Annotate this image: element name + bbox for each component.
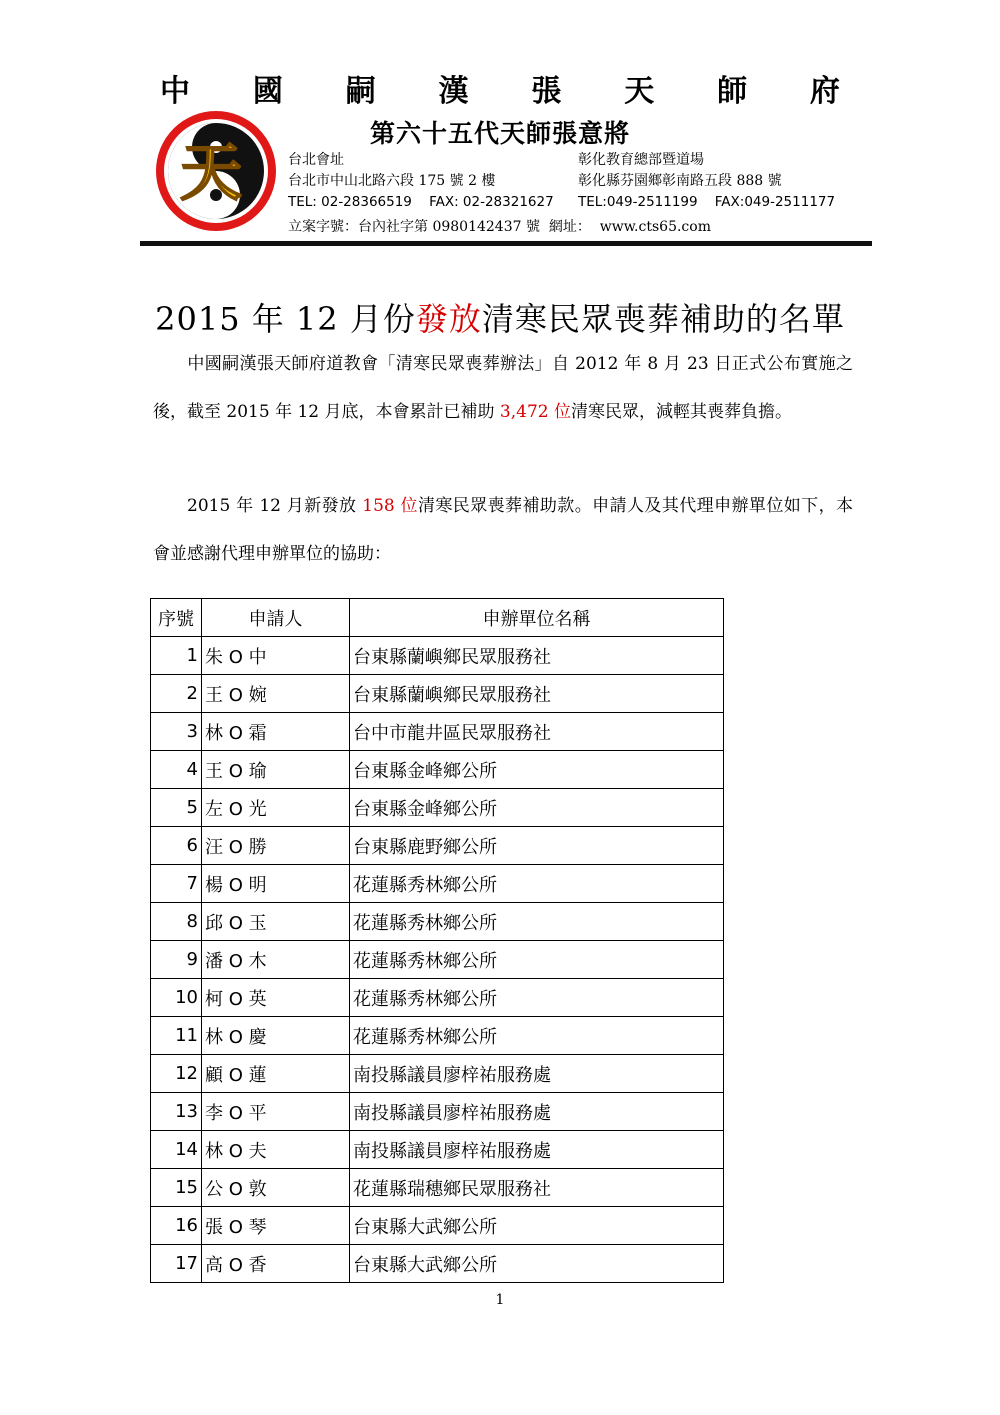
master-title: 第六十五代天師張意將 (370, 119, 631, 148)
table-row (151, 675, 724, 713)
table-row (151, 751, 724, 789)
row-applicant: 楊 O 明 (202, 865, 350, 903)
document-title (0, 294, 1000, 340)
row-agency: 台中市龍井區民眾服務社 (350, 713, 724, 751)
row-serial: 16 (151, 1207, 202, 1245)
changhua-address: 彰化縣芬園鄉彰南路五段 888 號 (578, 173, 782, 189)
org-title-char: 天 (624, 74, 655, 109)
row-agency: 南投縣議員廖梓祐服務處 (350, 1131, 724, 1169)
row-serial: 12 (151, 1055, 202, 1093)
table-row (151, 1207, 724, 1245)
row-agency: 台東縣蘭嶼鄉民眾服務社 (350, 637, 724, 675)
row-serial: 3 (151, 713, 202, 751)
row-serial: 14 (151, 1131, 202, 1169)
recipient-table (150, 598, 724, 1283)
table-row (151, 941, 724, 979)
table-row (151, 1245, 724, 1283)
header-agency: 申辦單位名稱 (350, 599, 724, 637)
row-agency: 南投縣議員廖梓祐服務處 (350, 1055, 724, 1093)
page-number: 1 (495, 1292, 505, 1308)
row-applicant: 王 O 瑜 (202, 751, 350, 789)
taipei-label: 台北會址 (288, 152, 344, 168)
table-row (151, 1055, 724, 1093)
row-serial: 6 (151, 827, 202, 865)
row-applicant: 左 O 光 (202, 789, 350, 827)
title-red: 發放 (415, 300, 482, 338)
row-agency: 台東縣蘭嶼鄉民眾服務社 (350, 675, 724, 713)
row-serial: 15 (151, 1169, 202, 1207)
row-applicant: 李 O 平 (202, 1093, 350, 1131)
row-applicant: 潘 O 木 (202, 941, 350, 979)
org-title-char: 張 (531, 74, 562, 109)
changhua-label: 彰化教育總部暨道場 (578, 152, 704, 168)
para2-text-a: 2015 年 12 月新發放 (187, 496, 363, 516)
row-applicant: 柯 O 英 (202, 979, 350, 1017)
changhua-phones: TEL:049-2511199 FAX:049-2511177 (578, 194, 836, 210)
row-serial: 11 (151, 1017, 202, 1055)
table-row (151, 1131, 724, 1169)
org-title-char: 府 (809, 74, 840, 109)
row-applicant: 張 O 琴 (202, 1207, 350, 1245)
row-applicant: 公 O 敦 (202, 1169, 350, 1207)
row-serial: 8 (151, 903, 202, 941)
row-agency: 台東縣大武鄉公所 (350, 1207, 724, 1245)
row-applicant: 顧 O 蓮 (202, 1055, 350, 1093)
row-applicant: 林 O 霜 (202, 713, 350, 751)
header-applicant: 申請人 (202, 599, 350, 637)
row-serial: 7 (151, 865, 202, 903)
row-applicant: 林 O 慶 (202, 1017, 350, 1055)
row-applicant: 王 O 婉 (202, 675, 350, 713)
row-applicant: 汪 O 勝 (202, 827, 350, 865)
row-serial: 2 (151, 675, 202, 713)
taipei-phones: TEL: 02-28366519 FAX: 02-28321627 (288, 194, 554, 210)
registration-text: 立案字號：台內社字第 0980142437 號 網址： www.cts65.com (288, 219, 711, 235)
table-row (151, 1093, 724, 1131)
para1-text-b: 清寒民眾，減輕其喪葬負擔。 (571, 402, 792, 422)
row-agency: 花蓮縣秀林鄉公所 (350, 1017, 724, 1055)
row-serial: 5 (151, 789, 202, 827)
org-title-char: 漢 (438, 74, 469, 109)
row-serial: 4 (151, 751, 202, 789)
row-agency: 花蓮縣秀林鄉公所 (350, 979, 724, 1017)
taipei-office (288, 150, 554, 213)
registration-line (288, 216, 711, 236)
row-agency: 台東縣鹿野鄉公所 (350, 827, 724, 865)
yin-yang-logo (153, 108, 279, 234)
table-row (151, 789, 724, 827)
para2-month-count: 158 位 (362, 496, 418, 516)
row-agency: 台東縣大武鄉公所 (350, 1245, 724, 1283)
row-agency: 台東縣金峰鄉公所 (350, 789, 724, 827)
row-agency: 花蓮縣秀林鄉公所 (350, 941, 724, 979)
row-agency: 花蓮縣瑞穗鄉民眾服務社 (350, 1169, 724, 1207)
org-title-char: 師 (717, 74, 748, 109)
table-row (151, 1017, 724, 1055)
para2-text-b: 清寒民眾喪葬補助款。申請人及其代理申辦單位如下，本會並感謝代理申辦單位的協助： (153, 496, 853, 564)
org-title-char: 中 (160, 74, 190, 109)
logo-character: 天 (179, 136, 243, 209)
title-post: 清寒民眾喪葬補助的名單 (481, 300, 845, 338)
row-serial: 17 (151, 1245, 202, 1283)
para1-text-a: 中國嗣漢張天師府道教會「清寒民眾喪葬辦法」自 2012 年 8 月 23 日正式公布實施之後，截至 2015 年 12 月底，本會累計已補助 (153, 354, 853, 422)
row-agency: 花蓮縣秀林鄉公所 (350, 865, 724, 903)
row-agency: 花蓮縣秀林鄉公所 (350, 903, 724, 941)
table-row (151, 979, 724, 1017)
row-serial: 13 (151, 1093, 202, 1131)
table-row (151, 903, 724, 941)
header-divider (140, 241, 872, 246)
table-row (151, 713, 724, 751)
organization-title (160, 66, 840, 109)
table-row (151, 1169, 724, 1207)
row-serial: 9 (151, 941, 202, 979)
header-serial: 序號 (151, 599, 202, 637)
row-applicant: 邱 O 玉 (202, 903, 350, 941)
para1-total-count: 3,472 位 (499, 402, 571, 422)
row-applicant: 朱 O 中 (202, 637, 350, 675)
row-agency: 南投縣議員廖梓祐服務處 (350, 1093, 724, 1131)
table-row (151, 637, 724, 675)
intro-paragraph (153, 340, 853, 436)
row-applicant: 高 O 香 (202, 1245, 350, 1283)
taipei-address: 台北市中山北路六段 175 號 2 樓 (288, 173, 496, 189)
changhua-office (578, 150, 835, 213)
row-agency: 台東縣金峰鄉公所 (350, 751, 724, 789)
org-title-char: 國 (252, 74, 283, 109)
title-pre: 2015 年 12 月份 (155, 300, 416, 338)
row-serial: 1 (151, 637, 202, 675)
table-row (151, 865, 724, 903)
row-serial: 10 (151, 979, 202, 1017)
row-applicant: 林 O 夫 (202, 1131, 350, 1169)
monthly-paragraph (153, 482, 853, 578)
table-header-row (151, 599, 724, 637)
org-title-char: 嗣 (345, 74, 376, 109)
table-row (151, 827, 724, 865)
